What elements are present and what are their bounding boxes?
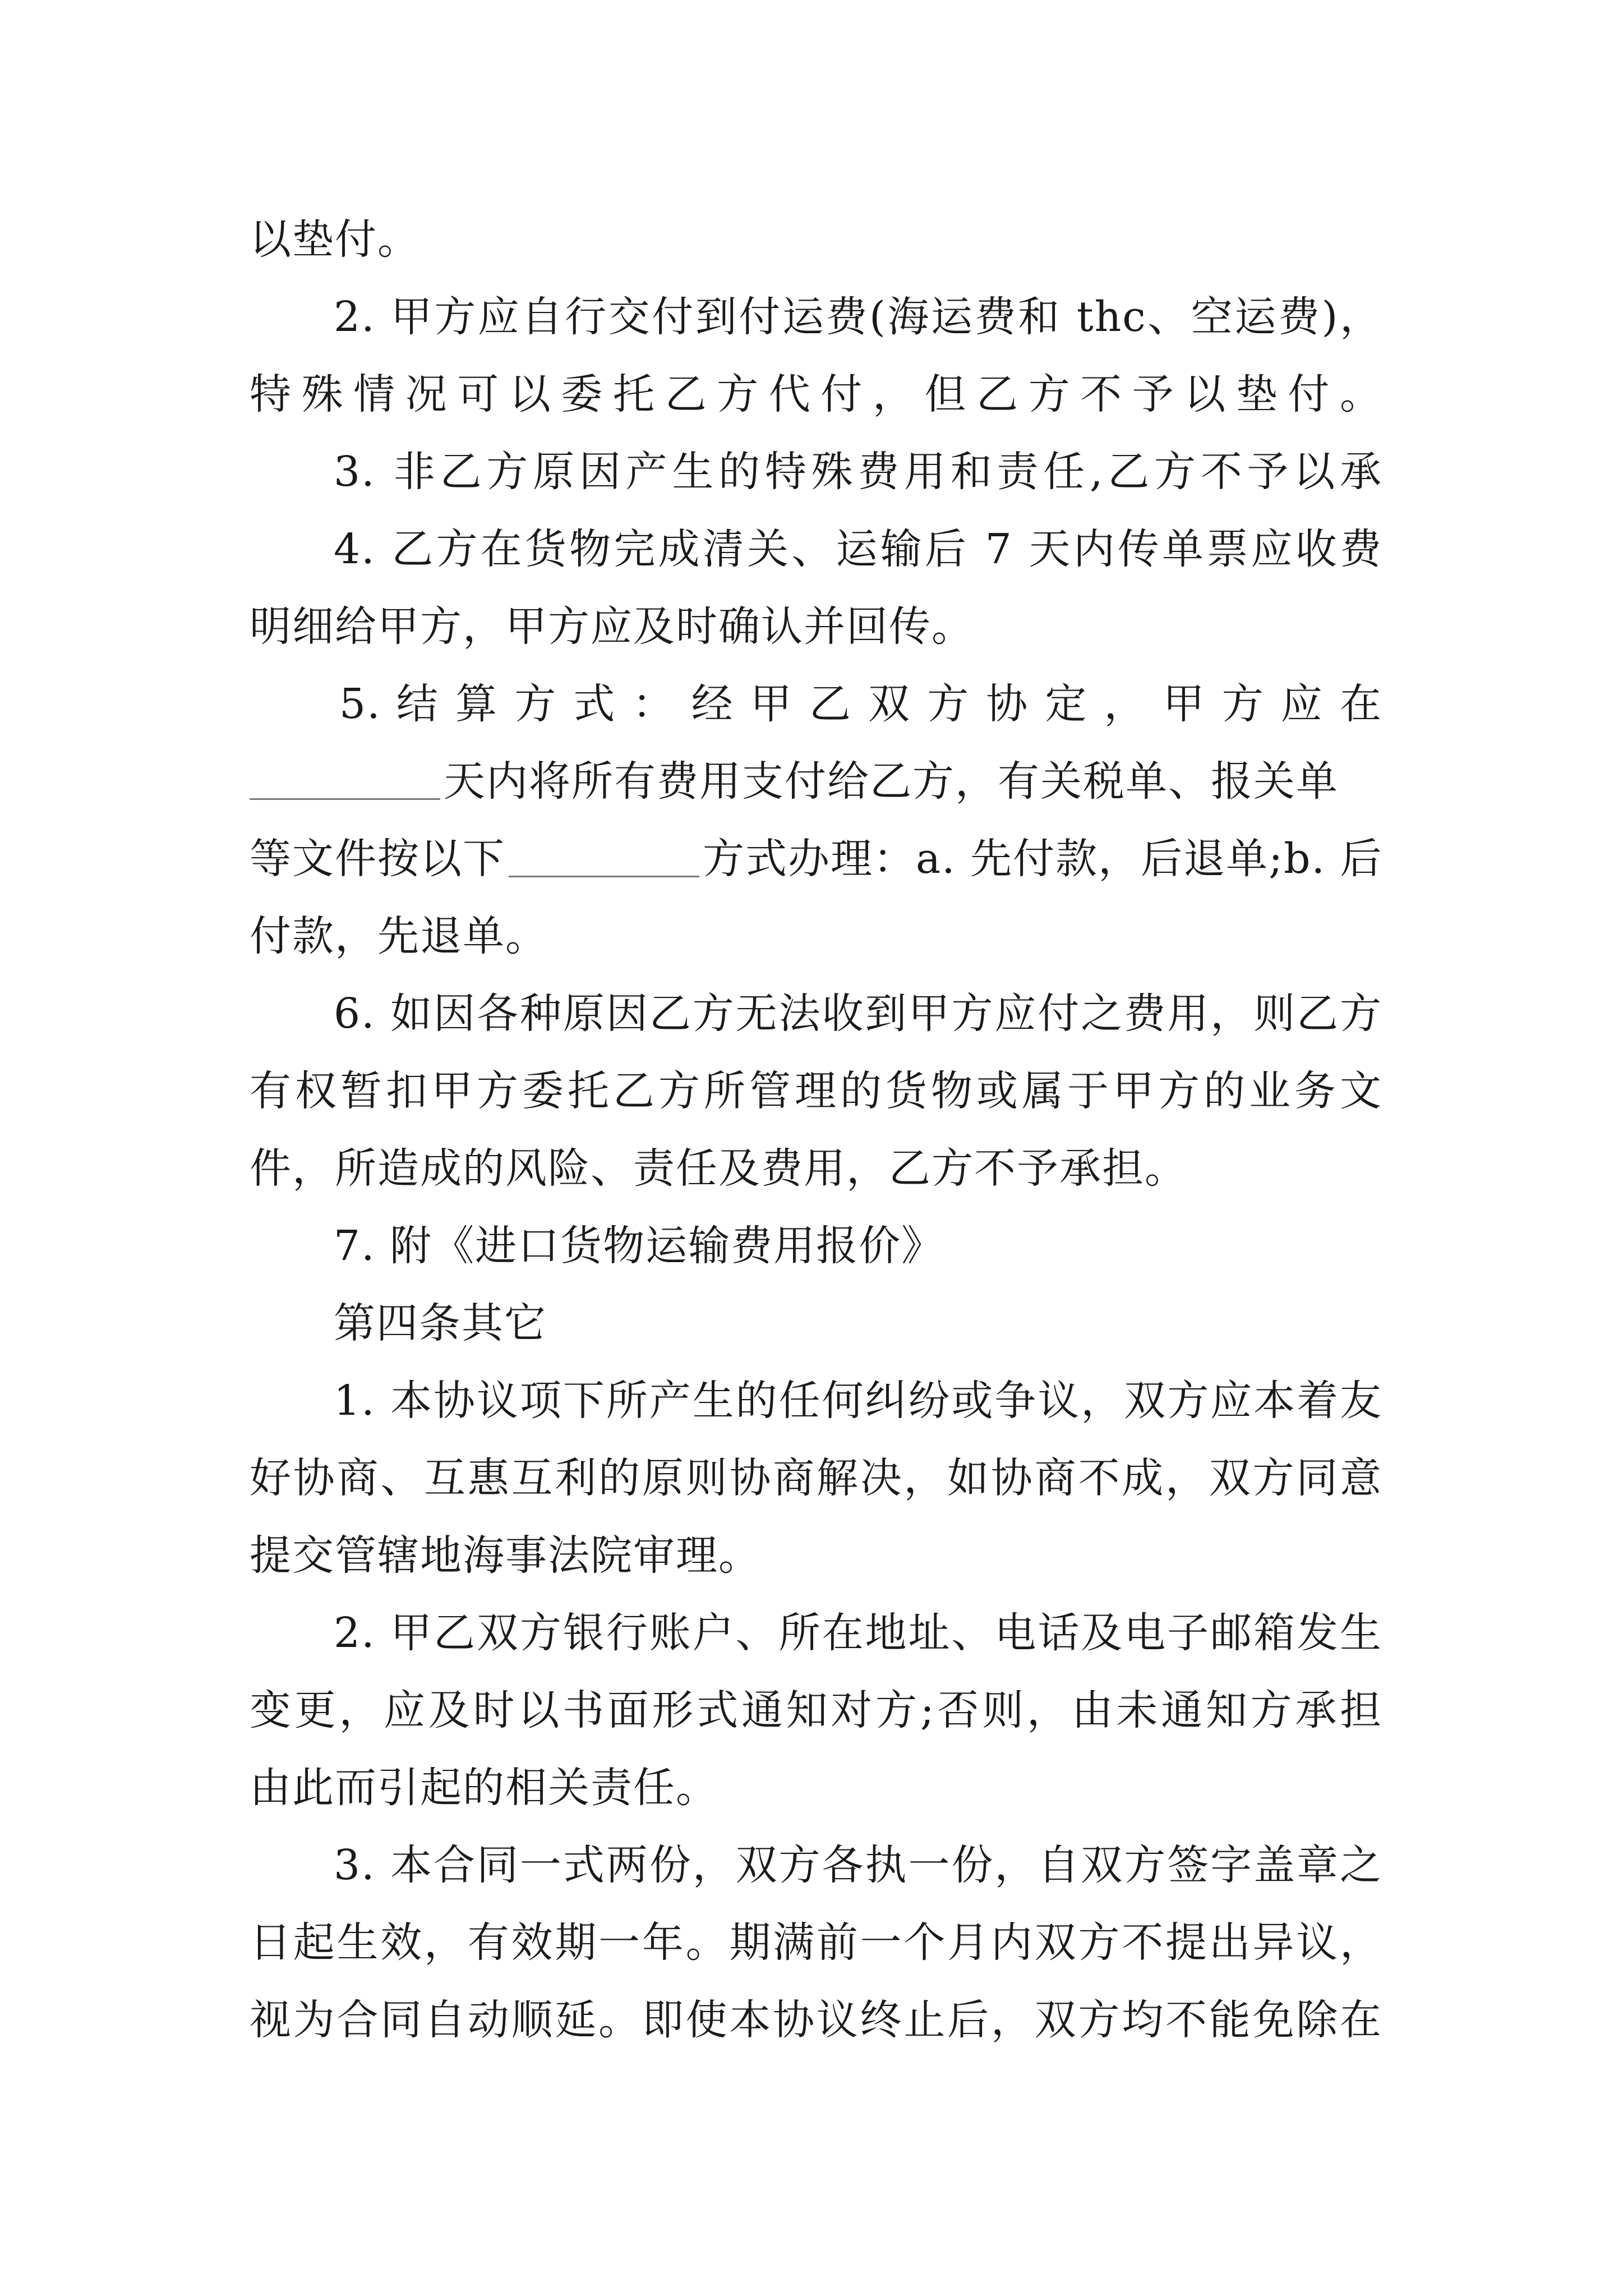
section-heading: 第四条其它 — [334, 1299, 547, 1347]
text-line: 3. 本合同一式两份，双方各执一份，自双方签字盖章之 — [334, 1841, 1382, 1889]
text-line: 3. 非乙方原因产生的特殊费用和责任,乙方不予以承 — [334, 448, 1382, 496]
text-fragment: 方式办理：a. 先付款，后退单;b. 后 — [703, 835, 1383, 883]
text-line-with-blank — [250, 820, 1382, 898]
text-line: 有权暂扣甲方委托乙方所管理的货物或属于甲方的业务文 — [250, 1067, 1382, 1115]
text-line: 2. 甲乙双方银行账户、所在地址、电话及电子邮箱发生 — [334, 1609, 1382, 1657]
text-line: 1. 本协议项下所产生的任何纠纷或争议，双方应本着友 — [334, 1377, 1382, 1425]
text-line: 变更，应及时以书面形式通知对方;否则，由未通知方承担 — [250, 1686, 1382, 1734]
text-line: 提交管辖地海事法院审理。 — [250, 1531, 761, 1580]
text-line: 视为合同自动顺延。即使本协议终止后，双方均不能免除在 — [250, 1996, 1382, 2044]
text-line: 6. 如因各种原因乙方无法收到甲方应付之费用，则乙方 — [334, 990, 1382, 1038]
text-line: 由此而引起的相关责任。 — [250, 1764, 718, 1812]
text-fragment: 天内将所有费用支付给乙方，有关税单、报关单 — [444, 757, 1339, 806]
contract-text-body — [250, 201, 1382, 2059]
text-fragment: 等文件按以下 — [250, 835, 505, 883]
text-line: 4. 乙方在货物完成清关、运输后 7 天内传单票应收费 — [334, 525, 1382, 573]
text-line: 明细给甲方，甲方应及时确认并回传。 — [250, 602, 974, 651]
text-line: 日起生效，有效期一年。期满前一个月内双方不提出异议， — [250, 1918, 1382, 1967]
text-line: 7. 附《进口货物运输费用报价》 — [334, 1222, 944, 1270]
fill-in-blank-method[interactable] — [509, 831, 699, 877]
text-line: 件，所造成的风险、责任及费用，乙方不予承担。 — [250, 1144, 1187, 1193]
text-line: 5. 结 算 方 式 ： 经 甲 乙 双 方 协 定 ， 甲 方 应 在 — [339, 680, 1382, 728]
fill-in-blank-days[interactable] — [250, 753, 440, 800]
text-line: 好协商、互惠互利的原则协商解决，如协商不成，双方同意 — [250, 1454, 1382, 1502]
text-line: 2. 甲方应自行交付到付运费(海运费和 thc、空运费)， — [334, 293, 1382, 341]
text-line-with-blank — [250, 743, 1382, 820]
text-line: 付款，先退单。 — [250, 912, 548, 960]
text-line: 以垫付。 — [250, 215, 420, 264]
text-line: 特殊情况可以委托乙方代付，但乙方不予以垫付。 — [250, 370, 1382, 418]
